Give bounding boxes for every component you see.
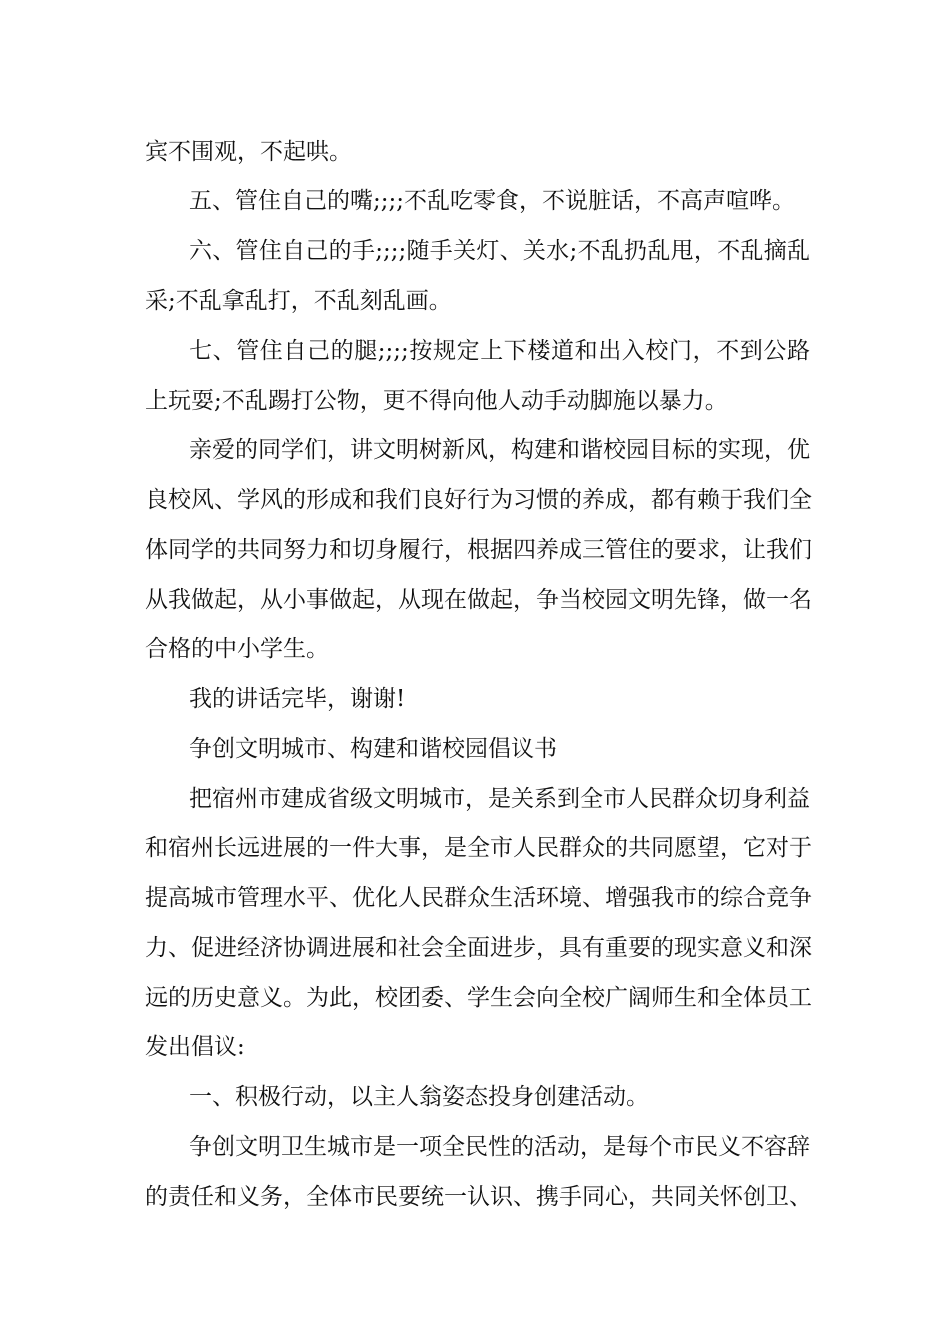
section-title: 争创文明城市、构建和谐校园倡议书 [189, 736, 557, 762]
text-line: 一、积极行动，以主人翁姿态投身创建活动。 [189, 1084, 649, 1110]
text-line: 宾不围观，不起哄。 [145, 139, 352, 165]
text-line: 六、管住自己的手;;;;随手关灯、关水;不乱扔乱甩，不乱摘乱 [189, 238, 810, 264]
text-line: 力、促进经济协调进展和社会全面进步，具有重要的现实意义和深 [145, 935, 812, 961]
text-line: 采;不乱拿乱打，不乱刻乱画。 [145, 288, 452, 314]
text-line: 和宿州长远进展的一件大事，是全市人民群众的共同愿望，它对于 [145, 835, 812, 861]
text-line: 合格的中小学生。 [145, 636, 329, 662]
text-line: 提高城市管理水平、优化人民群众生活环境、增强我市的综合竞争 [145, 885, 812, 911]
text-line: 亲爱的同学们，讲文明树新风，构建和谐校园目标的实现，优 [189, 437, 810, 463]
text-line: 良校风、学风的形成和我们良好行为习惯的养成，都有赖于我们全 [145, 487, 812, 513]
text-line: 发出倡议: [145, 1034, 245, 1060]
text-line: 远的历史意义。为此，校团委、学生会向全校广阔师生和全体员工 [145, 985, 812, 1011]
text-line: 的责任和义务，全体市民要统一认识、携手同心，共同关怀创卫、 [145, 1184, 812, 1210]
text-line: 把宿州市建成省级文明城市，是关系到全市人民群众切身利益 [189, 786, 810, 812]
text-line: 五、管住自己的嘴;;;;不乱吃零食，不说脏话，不高声喧哗。 [189, 188, 795, 214]
text-line: 争创文明卫生城市是一项全民性的活动，是每个市民义不容辞 [189, 1134, 810, 1160]
text-line: 七、管住自己的腿;;;;按规定上下楼道和出入校门，不到公路 [189, 338, 810, 364]
text-line: 体同学的共同努力和切身履行，根据四养成三管住的要求，让我们 [145, 537, 812, 563]
text-line: 从我做起，从小事做起，从现在做起，争当校园文明先锋，做一名 [145, 587, 812, 613]
text-line: 上玩耍;不乱踢打公物，更不得向他人动手动脚施以暴力。 [145, 388, 728, 414]
text-line: 我的讲话完毕，谢谢! [189, 686, 406, 712]
